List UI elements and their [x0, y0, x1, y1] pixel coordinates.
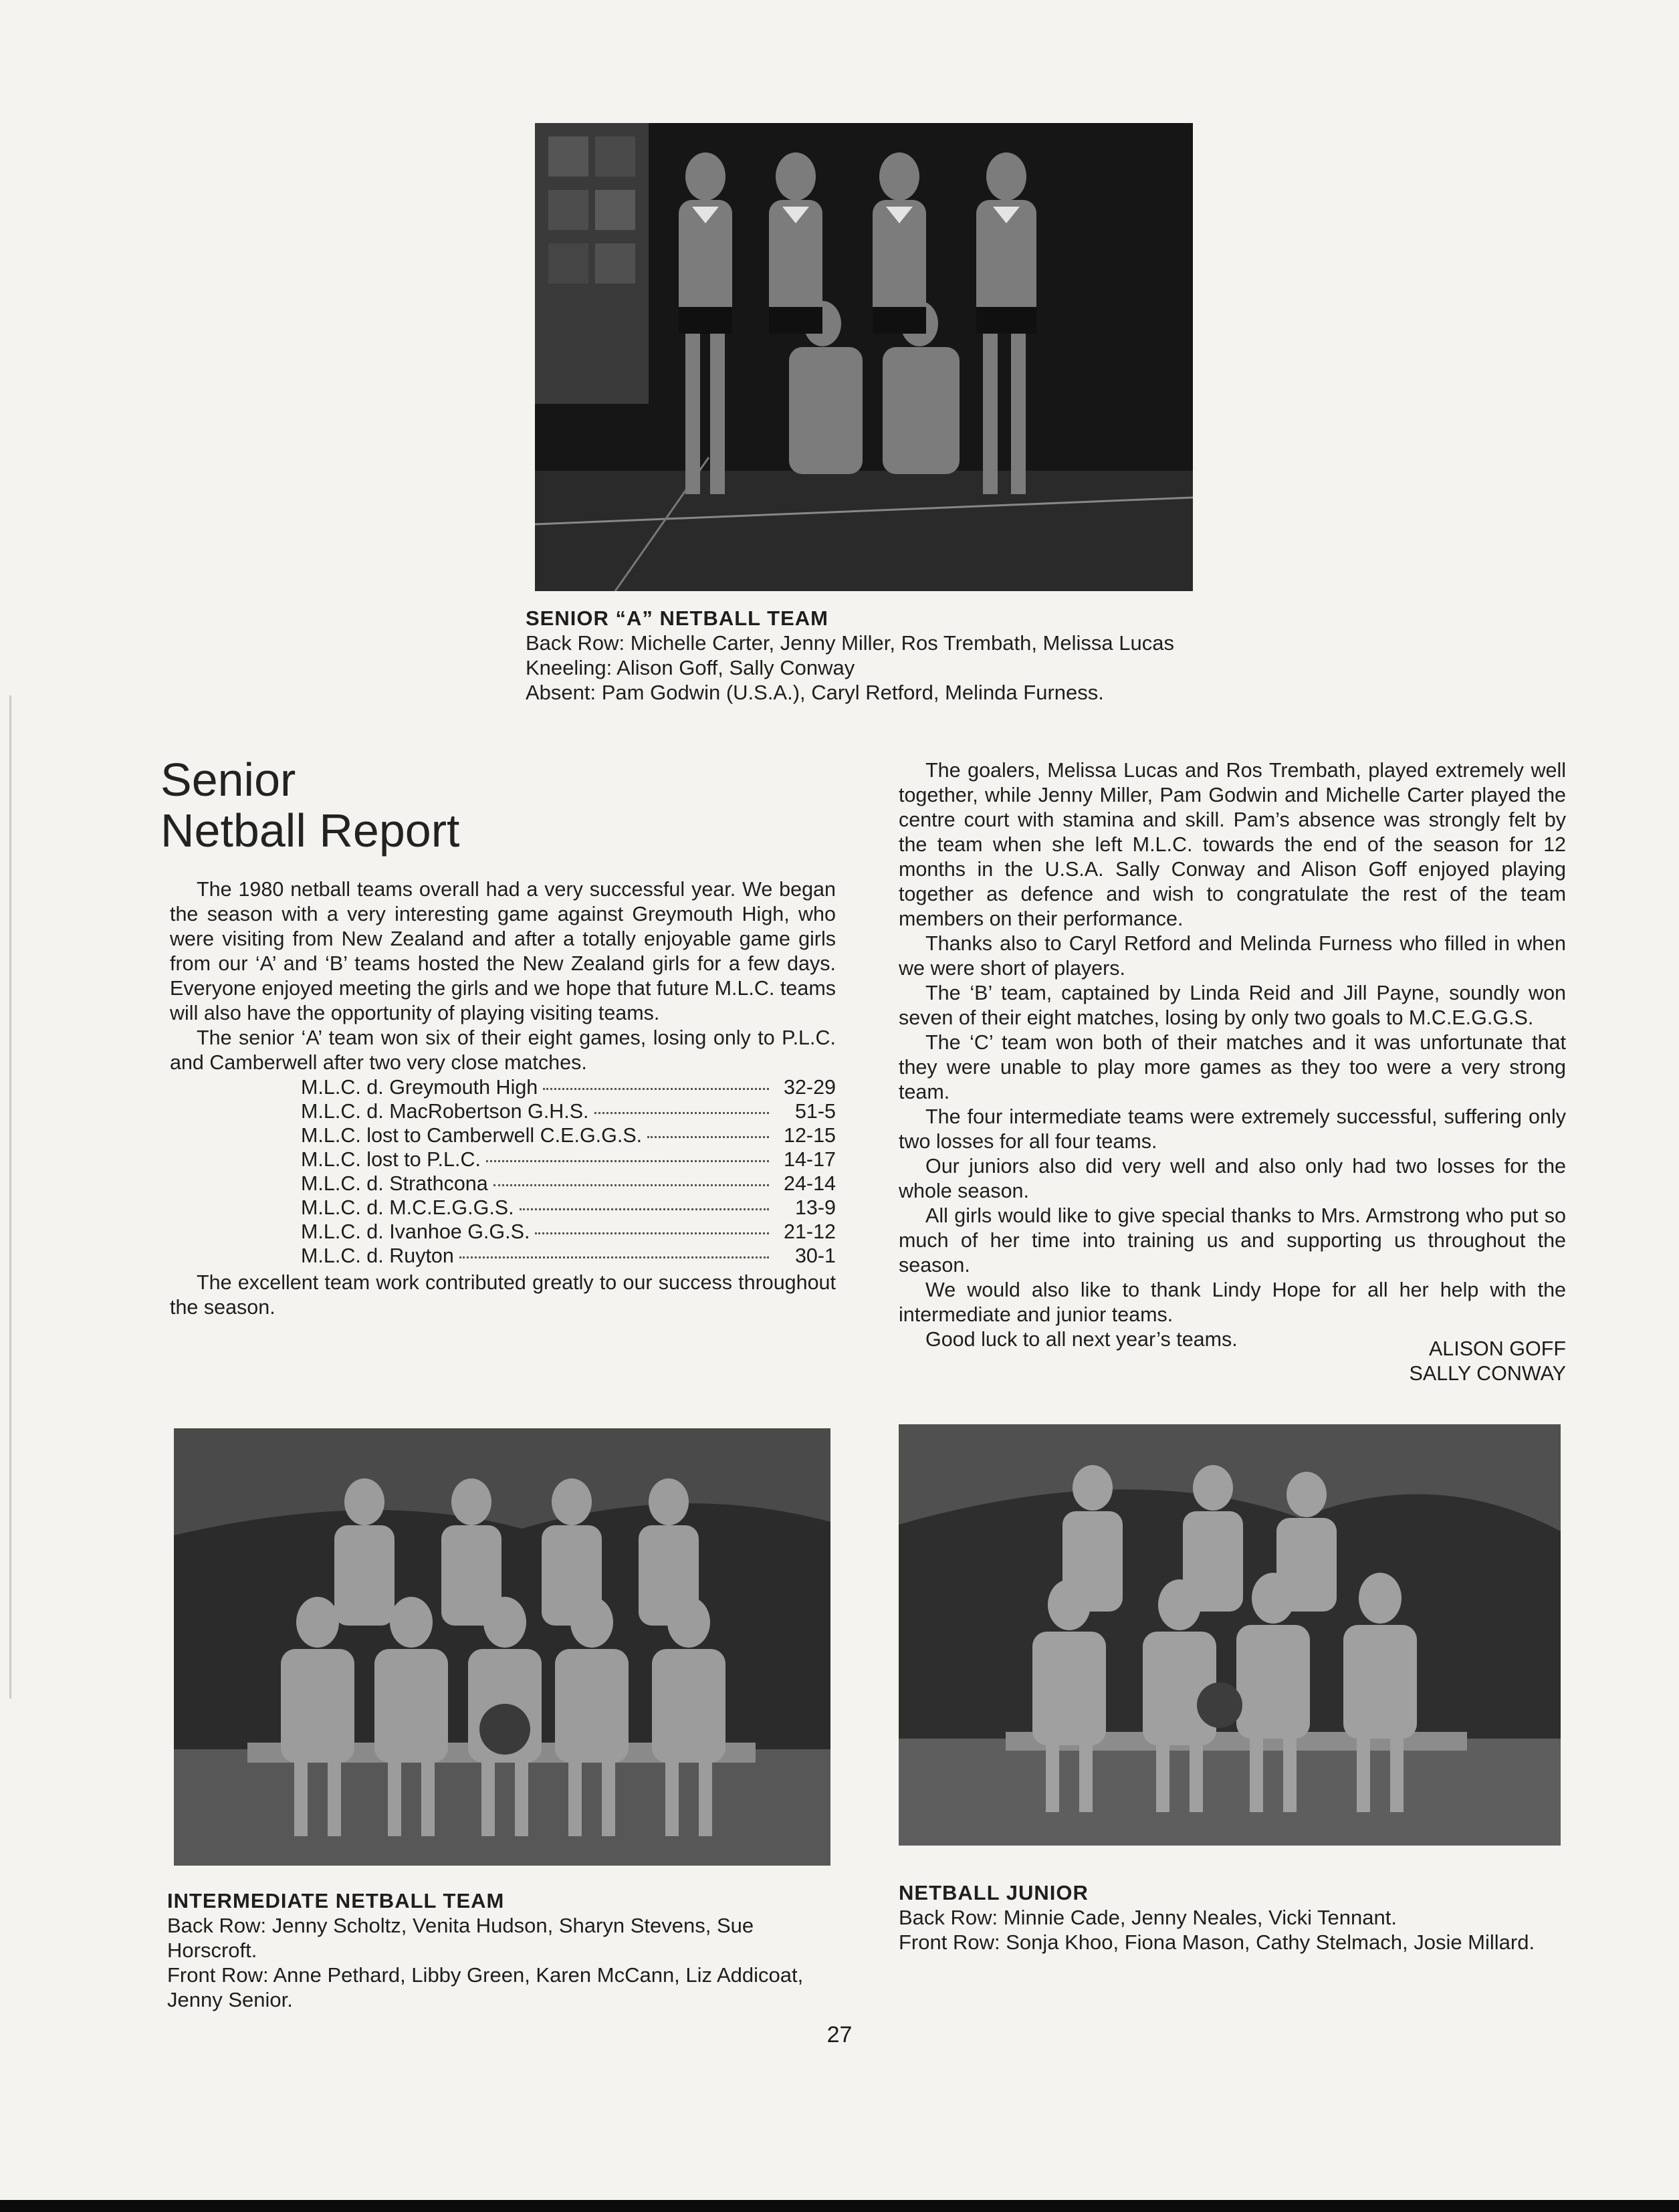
report-title-line: Senior: [160, 754, 296, 806]
match-result-row: [301, 1196, 836, 1220]
match-name: M.L.C. d. MacRobertson G.H.S.: [301, 1100, 589, 1123]
match-score: 32-29: [783, 1076, 836, 1099]
match-score: 14-17: [783, 1148, 836, 1171]
match-score: 51-5: [794, 1100, 836, 1123]
intermediate-caption: [167, 1888, 836, 2012]
scan-bottom-edge: [0, 2200, 1679, 2212]
leader-dots: [543, 1088, 769, 1090]
leader-dots: [486, 1160, 769, 1162]
leader-dots: [647, 1136, 769, 1138]
intermediate-team-photo: [174, 1428, 830, 1866]
report-paragraph: Thanks also to Caryl Retford and Melinda Furness who filled in when we were short of players.: [899, 932, 1566, 980]
match-score: 13-9: [794, 1196, 836, 1219]
senior-a-team-photo: [535, 123, 1193, 591]
report-paragraph: Our juniors also did very well and also only had two losses for the whole season.: [899, 1155, 1566, 1202]
good-luck-line: Good luck to all next year’s teams.: [925, 1328, 1238, 1351]
match-score: 24-14: [783, 1172, 836, 1195]
match-results-list: [301, 1075, 836, 1268]
report-right-column: [899, 758, 1566, 1385]
match-score: 12-15: [783, 1124, 836, 1147]
junior-caption: [899, 1880, 1567, 1955]
leader-dots: [594, 1112, 769, 1114]
report-paragraph: The ‘B’ team, captained by Linda Reid and Jill Payne, soundly won seven of their eight matches, losing by only two goals to M.C.E.G.G.S.: [899, 982, 1566, 1029]
report-authors: [1410, 1337, 1566, 1386]
intermediate-caption-title: INTERMEDIATE NETBALL TEAM: [167, 1889, 505, 1912]
report-paragraph: The four intermediate teams were extremely successful, suffering only two losses for all four teams.: [899, 1105, 1566, 1153]
leader-dots: [520, 1208, 769, 1210]
match-name: M.L.C. lost to Camberwell C.E.G.G.S.: [301, 1124, 643, 1147]
author-name: ALISON GOFF: [1428, 1337, 1566, 1360]
match-name: M.L.C. d. M.C.E.G.G.S.: [301, 1196, 514, 1219]
match-name: M.L.C. d. Strathcona: [301, 1172, 488, 1195]
intermediate-caption-line: Front Row: Anne Pethard, Libby Green, Karen McCann, Liz Addicoat, Jenny Senior.: [167, 1963, 804, 2011]
junior-caption-line: Front Row: Sonja Khoo, Fiona Mason, Cathy Stelmach, Josie Millard.: [899, 1930, 1535, 1954]
match-name: M.L.C. d. Ruyton: [301, 1244, 454, 1267]
match-result-row: [301, 1244, 836, 1268]
match-name: M.L.C. lost to P.L.C.: [301, 1148, 481, 1171]
page-edge-shadow: [9, 695, 11, 1698]
match-result-row: [301, 1220, 836, 1244]
report-left-column: [170, 877, 836, 1320]
report-title-line: Netball Report: [160, 804, 460, 857]
report-paragraph: The ‘C’ team won both of their matches and it was unfortunate that they were unable to play more games as they too were a very strong team.: [899, 1031, 1566, 1103]
match-name: M.L.C. d. Ivanhoe G.G.S.: [301, 1220, 530, 1243]
report-paragraph: The goalers, Melissa Lucas and Ros Trembath, played extremely well together, while Jenny Miller, Pam Godwin and Michelle Carter played the centre court with stamina and skill. Pam’s absence was strongly felt by the team when she left M.L.C. towards the end of the season for 12 months in the U.S.A. Sally Conway and Alison Goff enjoyed playing together as defence and wish to congratulate the rest of the team members on their performance.: [899, 759, 1566, 930]
match-score: 21-12: [783, 1220, 836, 1243]
leader-dots: [535, 1232, 769, 1234]
report-paragraph: All girls would like to give special thanks to Mrs. Armstrong who put so much of her time into training us and supporting us throughout the season.: [899, 1204, 1566, 1277]
match-result-row: [301, 1123, 836, 1147]
report-title: [160, 754, 459, 856]
intermediate-caption-line: Back Row: Jenny Scholtz, Venita Hudson, Sharyn Stevens, Sue Horscroft.: [167, 1914, 754, 1962]
report-paragraph: The 1980 netball teams overall had a very successful year. We began the season with a very interesting game against Greymouth High, who were visiting from New Zealand and after a totally enjoyable game girls from our ‘A’ and ‘B’ teams hosted the New Zealand girls for a few days. Everyone enjoyed meeting the girls and we hope that future M.L.C. teams will also have the opportunity of playing visiting teams.: [170, 878, 836, 1024]
leader-dots: [459, 1256, 769, 1258]
match-result-row: [301, 1075, 836, 1099]
senior-a-caption-line: Absent: Pam Godwin (U.S.A.), Caryl Retford, Melinda Furness.: [526, 681, 1104, 704]
match-name: M.L.C. d. Greymouth High: [301, 1076, 538, 1099]
author-name: SALLY CONWAY: [1409, 1362, 1566, 1385]
report-paragraph: We would also like to thank Lindy Hope for all her help with the intermediate and junior teams.: [899, 1279, 1566, 1326]
match-result-row: [301, 1172, 836, 1196]
match-result-row: [301, 1099, 836, 1123]
junior-caption-line: Back Row: Minnie Cade, Jenny Neales, Vicki Tennant.: [899, 1906, 1397, 1929]
report-paragraph: The senior ‘A’ team won six of their eight games, losing only to P.L.C. and Camberwell after two very close matches.: [170, 1026, 836, 1074]
leader-dots: [493, 1184, 769, 1186]
match-result-row: [301, 1147, 836, 1172]
match-score: 30-1: [794, 1244, 836, 1267]
senior-a-caption-title: SENIOR “A” NETBALL TEAM: [526, 606, 828, 630]
senior-a-caption: [526, 606, 1174, 705]
senior-a-caption-line: Back Row: Michelle Carter, Jenny Miller, Ros Trembath, Melissa Lucas: [526, 631, 1174, 655]
junior-team-photo: [899, 1424, 1561, 1846]
senior-a-caption-line: Kneeling: Alison Goff, Sally Conway: [526, 656, 855, 679]
page-number: 27: [826, 2022, 853, 2048]
junior-caption-title: NETBALL JUNIOR: [899, 1881, 1089, 1904]
report-paragraph: The excellent team work contributed greatly to our success throughout the season.: [170, 1271, 836, 1319]
